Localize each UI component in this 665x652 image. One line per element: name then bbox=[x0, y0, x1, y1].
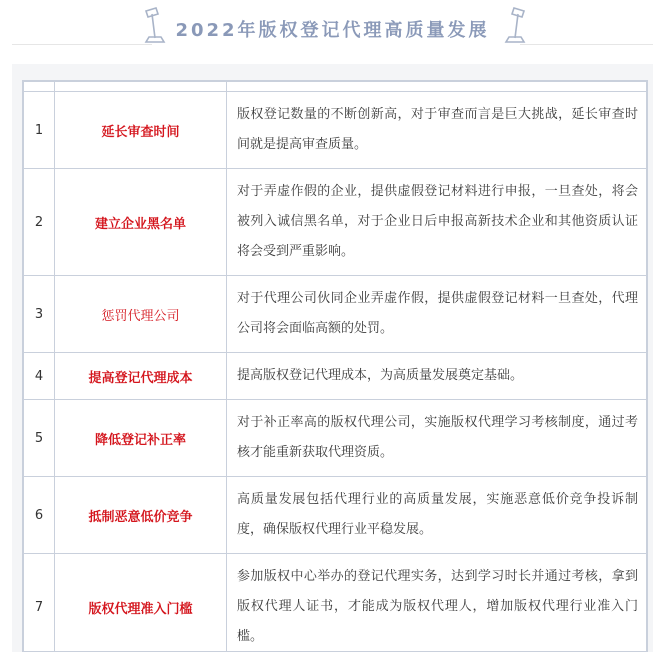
table-row bbox=[24, 554, 647, 652]
measures-table-grid bbox=[23, 81, 647, 652]
row-number: 3 bbox=[24, 276, 55, 353]
row-description: 参加版权中心举办的登记代理实务，达到学习时长并通过考核，拿到版权代理人证书，才能成为版权代理人，增加版权代理行业准入门槛。 bbox=[227, 554, 647, 652]
row-number: 4 bbox=[24, 353, 55, 400]
row-number: 5 bbox=[24, 400, 55, 477]
header-divider-left bbox=[12, 44, 152, 45]
row-description: 对于代理公司伙同企业弄虚作假，提供虚假登记材料一旦查处，代理公司将会面临高额的处罚。 bbox=[227, 276, 647, 353]
row-title: 延长审查时间 bbox=[55, 92, 227, 169]
row-title: 惩罚代理公司 bbox=[55, 276, 227, 353]
row-description: 提高版权登记代理成本，为高质量发展奠定基础。 bbox=[227, 353, 647, 400]
table-row bbox=[24, 92, 647, 169]
row-title: 抵制恶意低价竞争 bbox=[55, 477, 227, 554]
row-number: 6 bbox=[24, 477, 55, 554]
page-header bbox=[0, 0, 665, 64]
table-row bbox=[24, 477, 647, 554]
row-description: 高质量发展包括代理行业的高质量发展，实施恶意低价竞争投诉制度，确保版权代理行业平稳发展。 bbox=[227, 477, 647, 554]
table-row bbox=[24, 276, 647, 353]
table-row bbox=[24, 169, 647, 276]
row-description: 对于弄虚作假的企业，提供虚假登记材料进行申报，一旦查处，将会被列入诚信黑名单，对于企业日后申报高新技术企业和其他资质认证将会受到严重影响。 bbox=[227, 169, 647, 276]
table-row bbox=[24, 400, 647, 477]
row-number: 1 bbox=[24, 92, 55, 169]
table-row bbox=[24, 353, 647, 400]
row-description: 对于补正率高的版权代理公司，实施版权代理学习考核制度，通过考核才能重新获取代理资质。 bbox=[227, 400, 647, 477]
row-description: 版权登记数量的不断创新高，对于审查而言是巨大挑战，延长审查时间就是提高审查质量。 bbox=[227, 92, 647, 169]
table-top-spacer bbox=[24, 82, 647, 92]
header-divider-right bbox=[520, 44, 653, 45]
row-number: 2 bbox=[24, 169, 55, 276]
row-number: 7 bbox=[24, 554, 55, 652]
desk-lamp-icon bbox=[502, 5, 528, 45]
page-title: 2022年版权登记代理高质量发展 bbox=[175, 20, 490, 41]
row-title: 降低登记补正率 bbox=[55, 400, 227, 477]
row-title: 版权代理准入门槛 bbox=[55, 554, 227, 652]
row-title: 提高登记代理成本 bbox=[55, 353, 227, 400]
row-title: 建立企业黑名单 bbox=[55, 169, 227, 276]
measures-table bbox=[22, 80, 648, 652]
